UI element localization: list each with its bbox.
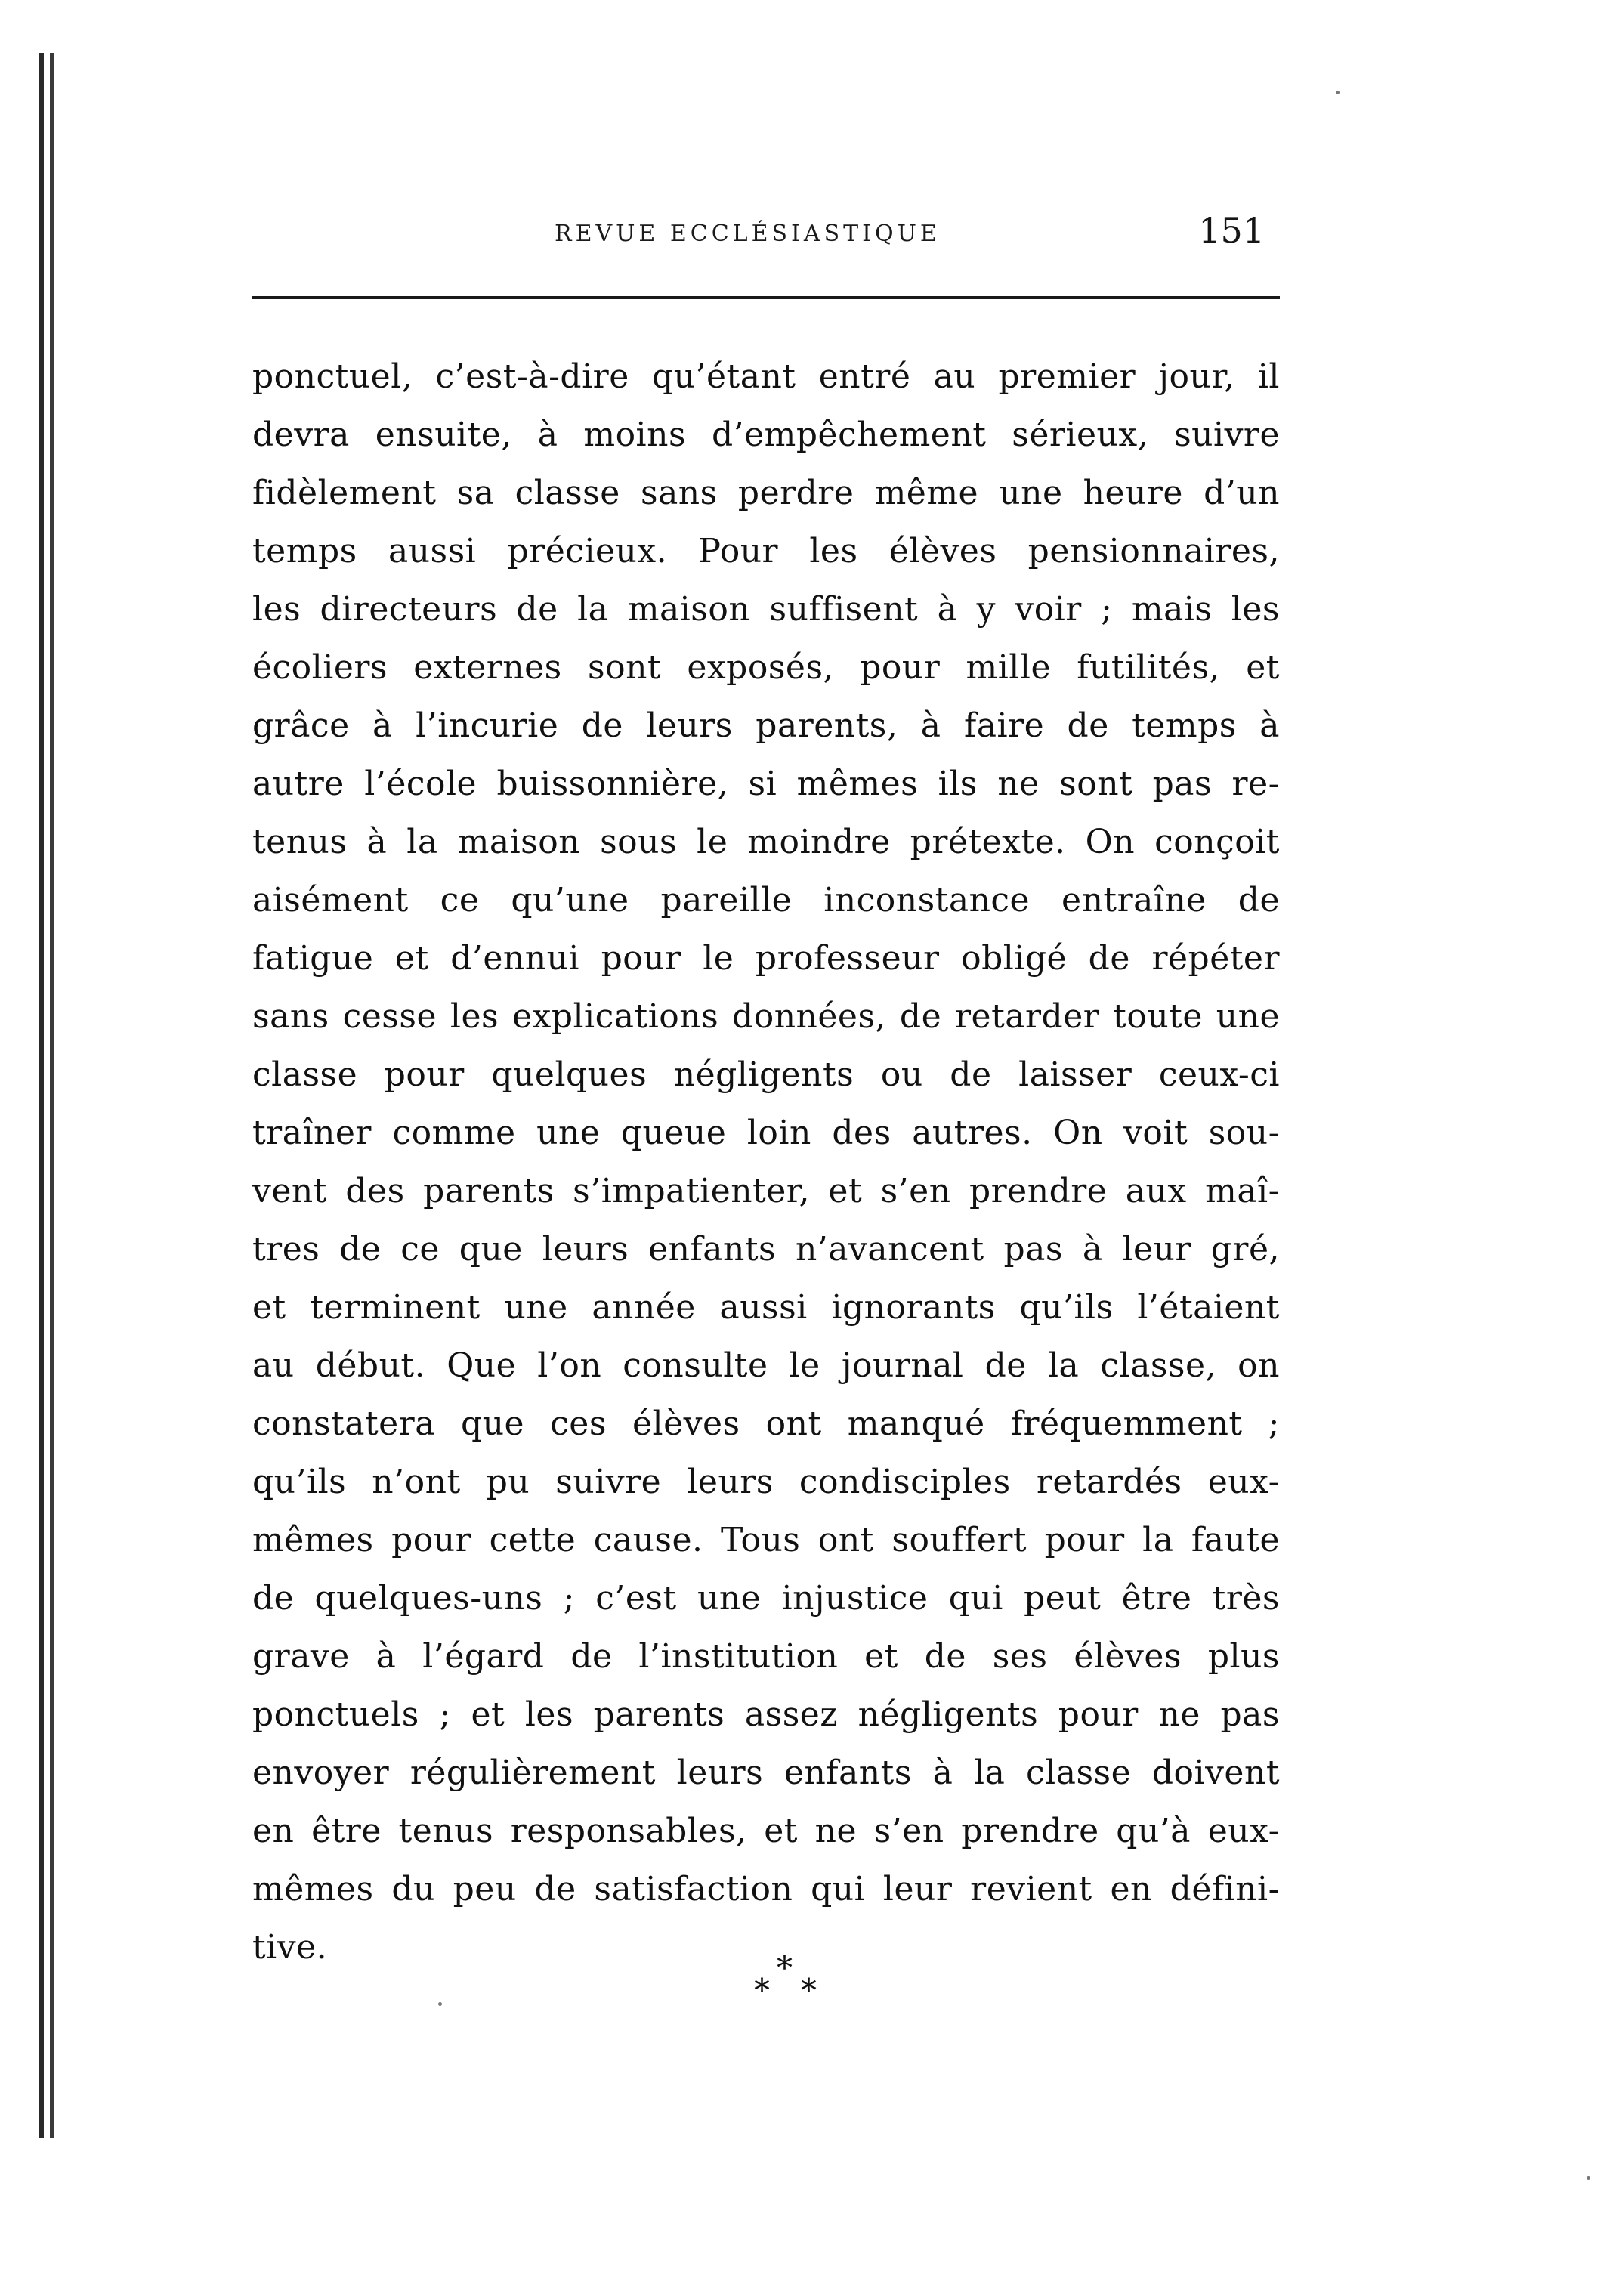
- text-line: et terminent une année aussi ignorants qu’ils l’étaient: [252, 1288, 1280, 1327]
- paper-speck: [1587, 2176, 1590, 2180]
- text-line: sans cesse les explications données, de retarder toute une: [252, 997, 1280, 1036]
- page-header: [252, 204, 1280, 272]
- text-line: ponctuels ; et les parents assez négligents pour ne pas: [252, 1695, 1280, 1734]
- text-line: au début. Que l’on consulte le journal de la classe, on: [252, 1346, 1280, 1385]
- text-line: mêmes pour cette cause. Tous ont souffert pour la faute: [252, 1521, 1280, 1559]
- body-text: [252, 348, 1280, 1976]
- text-line: de quelques-uns ; c’est une injustice qui peut être très: [252, 1579, 1280, 1618]
- text-line: qu’ils n’ont pu suivre leurs condisciples retardés eux-: [252, 1463, 1280, 1501]
- header-rule: [252, 296, 1280, 299]
- binding-line: [39, 53, 44, 2138]
- text-line: fatigue et d’ennui pour le professeur obligé de répéter: [252, 939, 1280, 978]
- text-line: constatera que ces élèves ont manqué fréquemment ;: [252, 1404, 1280, 1443]
- text-line: tres de ce que leurs enfants n’avancent pas à leur gré,: [252, 1230, 1280, 1269]
- page-number: 151: [1198, 210, 1265, 251]
- text-line: grave à l’égard de l’institution et de ses élèves plus: [252, 1637, 1280, 1676]
- asterism-star: *: [801, 1972, 817, 2009]
- binding-line: [50, 53, 54, 2138]
- text-line: aisément ce qu’une pareille inconstance entraîne de: [252, 881, 1280, 919]
- text-line: devra ensuite, à moins d’empêchement sérieux, suivre: [252, 416, 1280, 454]
- paper-speck: [438, 2002, 442, 2006]
- asterism-star: *: [777, 1949, 793, 1986]
- paper-speck: [1336, 91, 1340, 94]
- text-line: classe pour quelques négligents ou de laisser ceux-ci: [252, 1055, 1280, 1094]
- text-line: vent des parents s’impatienter, et s’en prendre aux maî-: [252, 1172, 1280, 1210]
- text-line: les directeurs de la maison suffisent à y voir ; mais les: [252, 590, 1280, 629]
- asterism-star: *: [754, 1972, 770, 2009]
- text-line: tenus à la maison sous le moindre prétexte. On conçoit: [252, 823, 1280, 861]
- text-line: écoliers externes sont exposés, pour mille futilités, et: [252, 648, 1280, 687]
- binding-edge: [39, 53, 56, 2138]
- text-line: mêmes du peu de satisfaction qui leur revient en défini-: [252, 1870, 1280, 1908]
- text-line: grâce à l’incurie de leurs parents, à faire de temps à: [252, 706, 1280, 745]
- running-title: REVUE ECCLÉSIASTIQUE: [555, 221, 941, 247]
- text-line: temps aussi précieux. Pour les élèves pensionnaires,: [252, 532, 1280, 570]
- asterism: [748, 1949, 831, 2010]
- text-line: tive.: [252, 1928, 328, 1967]
- text-line: ponctuel, c’est-à-dire qu’étant entré au premier jour, il: [252, 357, 1280, 396]
- text-line: traîner comme une queue loin des autres. On voit sou-: [252, 1114, 1280, 1152]
- text-line: fidèlement sa classe sans perdre même une heure d’un: [252, 474, 1280, 512]
- text-line: envoyer régulièrement leurs enfants à la classe doivent: [252, 1754, 1280, 1792]
- text-line: autre l’école buissonnière, si mêmes ils ne sont pas re-: [252, 765, 1280, 803]
- text-line: en être tenus responsables, et ne s’en prendre qu’à eux-: [252, 1812, 1280, 1850]
